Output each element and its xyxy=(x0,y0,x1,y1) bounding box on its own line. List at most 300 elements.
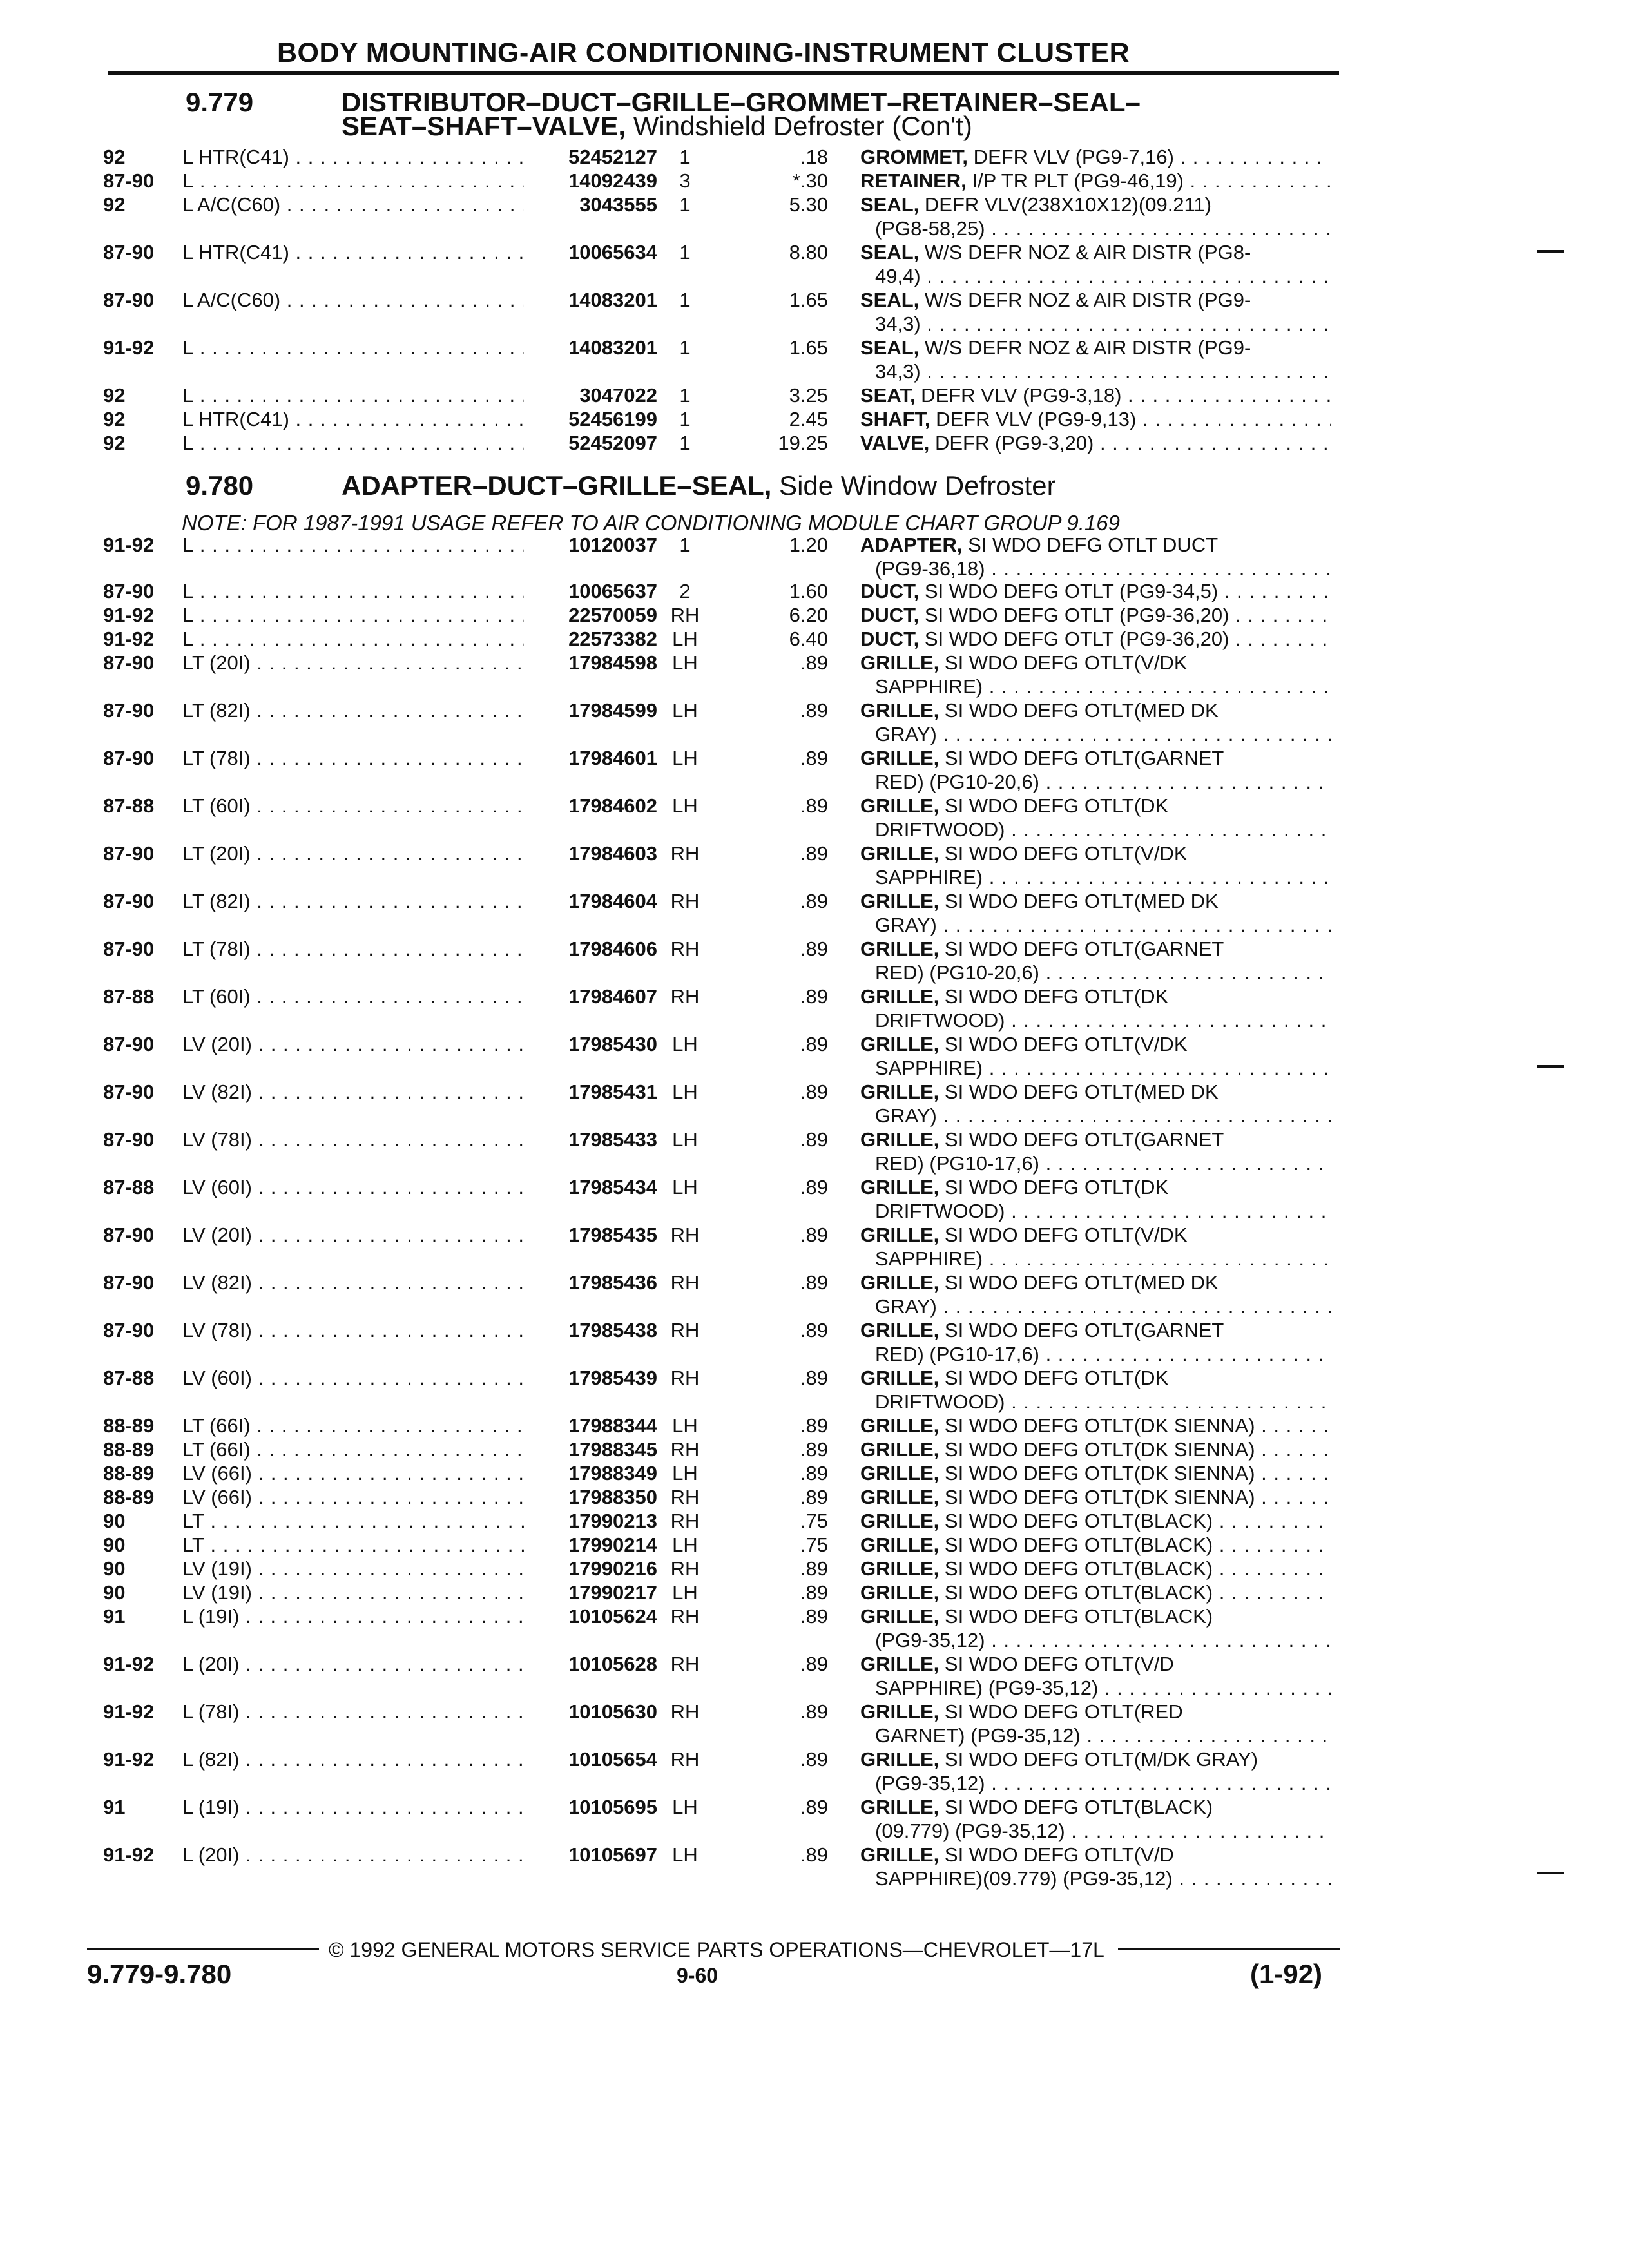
quantity: RH xyxy=(670,1224,700,1246)
quantity: LH xyxy=(672,747,698,769)
part-name-continued: RED) (PG10-17,6) . . . xyxy=(875,1151,1331,1175)
section-title-line2-bold: SEAT–SHAFT–VALVE, xyxy=(342,111,626,141)
part-name-noun: GRILLE, xyxy=(860,1581,940,1604)
part-name xyxy=(860,1437,1331,1461)
price: .75 xyxy=(800,1533,828,1556)
price: 5.30 xyxy=(789,193,828,216)
usage-description: L . . . xyxy=(182,579,524,603)
part-name-noun: GRILLE, xyxy=(860,937,940,960)
margin-mark xyxy=(1537,1065,1564,1068)
part-name xyxy=(860,533,1331,557)
part-name-detail: SI WDO DEFG OTLT(DK xyxy=(939,985,1169,1008)
table-row xyxy=(0,627,1629,651)
part-name-detail: SI WDO DEFG OTLT(V/DK xyxy=(939,1033,1188,1055)
part-name xyxy=(860,169,1331,193)
part-name-detail: SI WDO DEFG OTLT(DK SIENNA) xyxy=(939,1438,1255,1461)
part-name xyxy=(860,1461,1331,1485)
table-row xyxy=(0,1128,1629,1175)
table-row xyxy=(0,1843,1629,1890)
table-row xyxy=(0,1461,1629,1485)
part-number: 10105695 xyxy=(568,1796,657,1818)
part-name xyxy=(860,1032,1331,1056)
model-years: 91 xyxy=(103,1796,126,1818)
price: 1.65 xyxy=(789,289,828,311)
part-name-noun: SHAFT, xyxy=(860,408,930,430)
model-years: 87-90 xyxy=(103,747,155,769)
price: .75 xyxy=(800,1510,828,1532)
table-row xyxy=(0,383,1629,407)
price: 6.20 xyxy=(789,604,828,626)
part-name xyxy=(860,383,1331,407)
part-name xyxy=(860,698,1331,722)
price: .89 xyxy=(800,651,828,674)
part-name-detail: DEFR VLV(238X10X12)(09.211) xyxy=(919,193,1212,216)
title-rule xyxy=(108,71,1339,75)
part-number: 17985439 xyxy=(568,1367,657,1389)
price: .89 xyxy=(800,1843,828,1866)
part-name-noun: GRILLE, xyxy=(860,1414,940,1437)
part-name-detail: SI WDO DEFG OTLT(BLACK) xyxy=(939,1796,1213,1818)
quantity: 1 xyxy=(679,336,691,359)
part-name-continued: DRIFTWOOD) . . . xyxy=(875,1390,1331,1414)
part-name-continued: SAPPHIRE) . . . xyxy=(875,675,1331,698)
part-name xyxy=(860,889,1331,913)
part-name xyxy=(860,1700,1331,1724)
quantity: 1 xyxy=(679,384,691,407)
margin-mark xyxy=(1537,250,1564,253)
part-name-continued: GRAY) . . . xyxy=(875,1294,1331,1318)
part-name-continued: GRAY) . . . xyxy=(875,1104,1331,1128)
part-name-continued: DRIFTWOOD) . . . xyxy=(875,1199,1331,1223)
part-name-detail: DEFR (PG9-3,20) xyxy=(929,432,1094,454)
footer-copyright: © 1992 GENERAL MOTORS SERVICE PARTS OPERATIONS—CHEVROLET—17L xyxy=(329,1938,1104,1961)
model-years: 91-92 xyxy=(103,604,155,626)
part-number: 17984607 xyxy=(568,985,657,1008)
quantity: LH xyxy=(672,1581,698,1604)
price: .89 xyxy=(800,1557,828,1580)
section-title-line2 xyxy=(342,111,972,141)
price: .89 xyxy=(800,1128,828,1151)
usage-description: LV (20I) . . . xyxy=(182,1032,524,1056)
part-name-detail: W/S DEFR NOZ & AIR DISTR (PG9- xyxy=(919,289,1251,311)
model-years: 87-90 xyxy=(103,1224,155,1246)
part-name-continued: SAPPHIRE) (PG9-35,12) . . . xyxy=(875,1676,1331,1700)
model-years: 88-89 xyxy=(103,1414,155,1437)
table-row xyxy=(0,1795,1629,1843)
part-name-detail: DEFR VLV (PG9-9,13) xyxy=(930,408,1137,430)
quantity: LH xyxy=(672,651,698,674)
part-name-detail: SI WDO DEFG OTLT(MED DK xyxy=(939,1081,1219,1103)
part-name-continued: DRIFTWOOD) . . . xyxy=(875,1008,1331,1032)
price: .89 xyxy=(800,1462,828,1485)
part-number: 17985435 xyxy=(568,1224,657,1246)
part-number: 22570059 xyxy=(568,604,657,626)
quantity: LH xyxy=(672,699,698,722)
model-years: 87-88 xyxy=(103,1367,155,1389)
table-row xyxy=(0,603,1629,627)
table-row xyxy=(0,1485,1629,1509)
price: .89 xyxy=(800,890,828,912)
part-name-noun: DUCT, xyxy=(860,580,920,602)
page-title: BODY MOUNTING-AIR CONDITIONING-INSTRUMENT CLUSTER xyxy=(277,37,1130,68)
part-number: 22573382 xyxy=(568,628,657,650)
part-name-noun: GRILLE, xyxy=(860,1510,940,1532)
quantity: RH xyxy=(670,604,700,626)
part-name xyxy=(860,1795,1331,1819)
usage-description: L . . . xyxy=(182,336,524,360)
quantity: 1 xyxy=(679,408,691,430)
margin-mark xyxy=(1537,1872,1564,1874)
model-years: 91-92 xyxy=(103,628,155,650)
table-row xyxy=(0,651,1629,698)
part-number: 17984603 xyxy=(568,842,657,865)
part-name xyxy=(860,746,1331,770)
price: .89 xyxy=(800,842,828,865)
model-years: 91-92 xyxy=(103,533,155,556)
part-name-noun: GRILLE, xyxy=(860,747,940,769)
quantity: RH xyxy=(670,1653,700,1675)
part-name-continued: RED) (PG10-20,6) . . . xyxy=(875,770,1331,794)
part-name xyxy=(860,1843,1331,1867)
price: .89 xyxy=(800,1081,828,1103)
part-name-detail: SI WDO DEFG OTLT(DK xyxy=(939,794,1169,817)
usage-description: LV (19I) . . . xyxy=(182,1557,524,1581)
part-name xyxy=(860,1604,1331,1628)
part-name-continued: 34,3) . . . xyxy=(875,360,1331,383)
table-row xyxy=(0,889,1629,937)
part-name-noun: GRILLE, xyxy=(860,1462,940,1485)
part-name-detail: SI WDO DEFG OTLT(DK xyxy=(939,1176,1169,1198)
quantity: RH xyxy=(670,1271,700,1294)
part-name-noun: VALVE, xyxy=(860,432,930,454)
footer-rule-left xyxy=(87,1948,319,1950)
model-years: 87-88 xyxy=(103,985,155,1008)
part-name xyxy=(860,603,1331,627)
quantity: RH xyxy=(670,1319,700,1341)
quantity: RH xyxy=(670,1367,700,1389)
quantity: RH xyxy=(670,985,700,1008)
section-title-rest: Side Window Defroster xyxy=(771,470,1056,501)
price: .89 xyxy=(800,1581,828,1604)
price: .89 xyxy=(800,699,828,722)
quantity: LH xyxy=(672,1843,698,1866)
section-title xyxy=(342,470,1056,501)
part-name xyxy=(860,1747,1331,1771)
price: .89 xyxy=(800,1605,828,1628)
section-heading-9780 xyxy=(0,470,1629,501)
section-number: 9.779 xyxy=(186,87,254,117)
quantity: 1 xyxy=(679,289,691,311)
model-years: 87-90 xyxy=(103,1319,155,1341)
part-name-detail: DEFR VLV (PG9-7,16) xyxy=(968,146,1174,168)
part-name-continued: 34,3) . . . xyxy=(875,312,1331,336)
part-number: 17984598 xyxy=(568,651,657,674)
part-name-continued: GRAY) . . . xyxy=(875,913,1331,937)
part-name-continued: 49,4) . . . xyxy=(875,264,1331,288)
part-name-noun: DUCT, xyxy=(860,604,920,626)
part-number: 10105628 xyxy=(568,1653,657,1675)
model-years: 87-88 xyxy=(103,1176,155,1198)
part-name-noun: GRILLE, xyxy=(860,1438,940,1461)
part-name-detail: SI WDO DEFG OTLT (PG9-34,5) xyxy=(919,580,1219,602)
quantity: RH xyxy=(670,1700,700,1723)
table-row xyxy=(0,1223,1629,1271)
usage-description: L . . . xyxy=(182,627,524,651)
part-name-noun: GRILLE, xyxy=(860,985,940,1008)
price: 19.25 xyxy=(778,432,828,454)
part-name-noun: SEAL, xyxy=(860,289,920,311)
model-years: 91-92 xyxy=(103,1748,155,1771)
part-name xyxy=(860,579,1331,603)
part-name-noun: GRILLE, xyxy=(860,699,940,722)
part-number: 14083201 xyxy=(568,336,657,359)
quantity: RH xyxy=(670,1438,700,1461)
part-number: 17988349 xyxy=(568,1462,657,1485)
footer-rule-right xyxy=(1118,1948,1340,1950)
part-number: 10105697 xyxy=(568,1843,657,1866)
model-years: 87-90 xyxy=(103,241,155,264)
part-name xyxy=(860,1271,1331,1294)
table-row xyxy=(0,985,1629,1032)
section-heading-9779-line2 xyxy=(0,111,1629,141)
part-name-detail: DEFR VLV (PG9-3,18) xyxy=(915,384,1122,407)
quantity: LH xyxy=(672,1081,698,1103)
model-years: 92 xyxy=(103,193,126,216)
usage-description: L . . . xyxy=(182,169,524,193)
usage-description: L HTR(C41) . . . xyxy=(182,407,524,431)
usage-description: LV (82I) . . . xyxy=(182,1080,524,1104)
model-years: 91-92 xyxy=(103,1843,155,1866)
part-name xyxy=(860,1533,1331,1557)
model-years: 92 xyxy=(103,432,126,454)
price: *.30 xyxy=(792,169,828,192)
table-row xyxy=(0,1318,1629,1366)
part-name xyxy=(860,1485,1331,1509)
model-years: 87-90 xyxy=(103,699,155,722)
table-row xyxy=(0,336,1629,383)
table-row xyxy=(0,193,1629,240)
table-row xyxy=(0,533,1629,581)
part-name-detail: I/P TR PLT (PG9-46,19) xyxy=(966,169,1184,192)
part-name-noun: SEAL, xyxy=(860,241,920,264)
quantity: RH xyxy=(670,937,700,960)
model-years: 87-90 xyxy=(103,1128,155,1151)
part-name-detail: SI WDO DEFG OTLT DUCT xyxy=(962,533,1219,556)
usage-description: LV (66I) . . . xyxy=(182,1461,524,1485)
usage-description: LT (66I) . . . xyxy=(182,1437,524,1461)
part-number: 17984599 xyxy=(568,699,657,722)
usage-description: LV (20I) . . . xyxy=(182,1223,524,1247)
part-name xyxy=(860,288,1331,312)
part-name-noun: GRILLE, xyxy=(860,1605,940,1628)
part-name-noun: GRILLE, xyxy=(860,1128,940,1151)
part-name xyxy=(860,651,1331,675)
footer-date: (1-92) xyxy=(1250,1959,1323,1989)
quantity: RH xyxy=(670,1510,700,1532)
part-name xyxy=(860,1557,1331,1581)
part-number: 10105654 xyxy=(568,1748,657,1771)
usage-description: LV (78I) . . . xyxy=(182,1128,524,1151)
quantity: 1 xyxy=(679,193,691,216)
part-name-continued: (PG8-58,25) . . . xyxy=(875,216,1331,240)
table-row xyxy=(0,407,1629,431)
section-number: 9.780 xyxy=(186,470,254,501)
part-number: 17985438 xyxy=(568,1319,657,1341)
part-name xyxy=(860,431,1331,455)
part-name-noun: GRILLE, xyxy=(860,1271,940,1294)
model-years: 88-89 xyxy=(103,1438,155,1461)
price: .89 xyxy=(800,937,828,960)
model-years: 87-90 xyxy=(103,937,155,960)
part-name-continued: SAPPHIRE) . . . xyxy=(875,865,1331,889)
part-name xyxy=(860,1652,1331,1676)
part-number: 3047022 xyxy=(579,384,657,407)
part-number: 10105630 xyxy=(568,1700,657,1723)
part-name-detail: SI WDO DEFG OTLT(BLACK) xyxy=(939,1581,1213,1604)
part-number: 10065637 xyxy=(568,580,657,602)
part-name-detail: SI WDO DEFG OTLT(BLACK) xyxy=(939,1510,1213,1532)
part-name xyxy=(860,1175,1331,1199)
usage-description: LT (82I) . . . xyxy=(182,889,524,913)
price: 1.65 xyxy=(789,336,828,359)
part-name-detail: SI WDO DEFG OTLT(DK SIENNA) xyxy=(939,1462,1255,1485)
price: 2.45 xyxy=(789,408,828,430)
usage-description: LT (60I) . . . xyxy=(182,985,524,1008)
part-name xyxy=(860,937,1331,961)
part-name-detail: SI WDO DEFG OTLT(V/DK xyxy=(939,651,1188,674)
footer-page-number: 9-60 xyxy=(677,1964,718,1987)
part-number: 14083201 xyxy=(568,289,657,311)
part-name-detail: SI WDO DEFG OTLT(DK SIENNA) xyxy=(939,1414,1255,1437)
part-name-noun: GRILLE, xyxy=(860,1748,940,1771)
part-name-noun: ADAPTER, xyxy=(860,533,963,556)
quantity: RH xyxy=(670,1605,700,1628)
quantity: 1 xyxy=(679,432,691,454)
part-name-detail: SI WDO DEFG OTLT(BLACK) xyxy=(939,1605,1213,1628)
model-years: 87-90 xyxy=(103,289,155,311)
part-number: 17985436 xyxy=(568,1271,657,1294)
usage-description: L (20I) . . . xyxy=(182,1652,524,1676)
model-years: 92 xyxy=(103,146,126,168)
quantity: LH xyxy=(672,628,698,650)
quantity: RH xyxy=(670,842,700,865)
part-name-noun: GRILLE, xyxy=(860,1176,940,1198)
part-name-noun: GRILLE, xyxy=(860,1319,940,1341)
price: 1.20 xyxy=(789,533,828,556)
price: .89 xyxy=(800,1438,828,1461)
table-row xyxy=(0,794,1629,841)
part-name-continued: RED) (PG10-20,6) . . . xyxy=(875,961,1331,985)
part-number: 17984604 xyxy=(568,890,657,912)
section-title-bold: ADAPTER–DUCT–GRILLE–SEAL, xyxy=(342,470,772,501)
usage-description: LV (82I) . . . xyxy=(182,1271,524,1294)
usage-description: L . . . xyxy=(182,383,524,407)
part-number: 10120037 xyxy=(568,533,657,556)
part-name-continued: SAPPHIRE) . . . xyxy=(875,1056,1331,1080)
part-name xyxy=(860,627,1331,651)
usage-description: LT . . . xyxy=(182,1533,524,1557)
part-name-noun: GRILLE, xyxy=(860,1367,940,1389)
usage-description: L (19I) . . . xyxy=(182,1795,524,1819)
table-row xyxy=(0,240,1629,288)
part-name-noun: RETAINER, xyxy=(860,169,967,192)
usage-description: L (19I) . . . xyxy=(182,1604,524,1628)
usage-description: L . . . xyxy=(182,431,524,455)
usage-description: L . . . xyxy=(182,603,524,627)
part-number: 17988350 xyxy=(568,1486,657,1508)
model-years: 91-92 xyxy=(103,336,155,359)
part-name-noun: GRILLE, xyxy=(860,1081,940,1103)
part-name-noun: GRILLE, xyxy=(860,1843,940,1866)
quantity: RH xyxy=(670,1486,700,1508)
table-row xyxy=(0,288,1629,336)
table-row xyxy=(0,169,1629,193)
usage-description: LV (66I) . . . xyxy=(182,1485,524,1509)
table-row xyxy=(0,746,1629,794)
part-name-noun: GRILLE, xyxy=(860,1796,940,1818)
usage-description: LT (60I) . . . xyxy=(182,794,524,818)
part-name-continued: GARNET) (PG9-35,12) . . . xyxy=(875,1724,1331,1747)
quantity: LH xyxy=(672,1414,698,1437)
table-row xyxy=(0,1414,1629,1437)
price: .89 xyxy=(800,1176,828,1198)
part-name-noun: GRILLE, xyxy=(860,1557,940,1580)
part-number: 17985431 xyxy=(568,1081,657,1103)
table-row xyxy=(0,1557,1629,1581)
usage-description: LV (60I) . . . xyxy=(182,1175,524,1199)
model-years: 91 xyxy=(103,1605,126,1628)
quantity: 1 xyxy=(679,146,691,168)
usage-description: L A/C(C60) . . . xyxy=(182,288,524,312)
model-years: 87-90 xyxy=(103,1081,155,1103)
model-years: 87-90 xyxy=(103,842,155,865)
table-row xyxy=(0,1366,1629,1414)
part-number: 17990216 xyxy=(568,1557,657,1580)
part-number: 17990217 xyxy=(568,1581,657,1604)
quantity: LH xyxy=(672,1533,698,1556)
part-number: 10105624 xyxy=(568,1605,657,1628)
part-name xyxy=(860,1414,1331,1437)
part-name-noun: SEAL, xyxy=(860,193,920,216)
usage-description: L (78I) . . . xyxy=(182,1700,524,1724)
price: 8.80 xyxy=(789,241,828,264)
part-name-detail: SI WDO DEFG OTLT(GARNET xyxy=(939,1319,1224,1341)
part-name-continued: (PG9-35,12) . . . xyxy=(875,1628,1331,1652)
part-name-continued: (PG9-35,12) . . . xyxy=(875,1771,1331,1795)
part-name-detail: SI WDO DEFG OTLT(V/DK xyxy=(939,842,1188,865)
part-name xyxy=(860,1509,1331,1533)
part-name xyxy=(860,336,1331,360)
part-number: 17984602 xyxy=(568,794,657,817)
part-name-noun: GRILLE, xyxy=(860,1653,940,1675)
usage-description: L HTR(C41) . . . xyxy=(182,145,524,169)
usage-description: LT (82I) . . . xyxy=(182,698,524,722)
model-years: 87-90 xyxy=(103,890,155,912)
part-name-detail: SI WDO DEFG OTLT (PG9-36,20) xyxy=(919,628,1229,650)
quantity: 1 xyxy=(679,241,691,264)
part-name xyxy=(860,1223,1331,1247)
price: .89 xyxy=(800,1033,828,1055)
part-number: 17990213 xyxy=(568,1510,657,1532)
part-name-detail: SI WDO DEFG OTLT(MED DK xyxy=(939,1271,1219,1294)
part-name xyxy=(860,1318,1331,1342)
price: .89 xyxy=(800,985,828,1008)
part-name-noun: GRILLE, xyxy=(860,651,940,674)
model-years: 87-88 xyxy=(103,794,155,817)
model-years: 88-89 xyxy=(103,1462,155,1485)
part-name-continued: DRIFTWOOD) . . . xyxy=(875,818,1331,841)
usage-description: LV (19I) . . . xyxy=(182,1581,524,1604)
